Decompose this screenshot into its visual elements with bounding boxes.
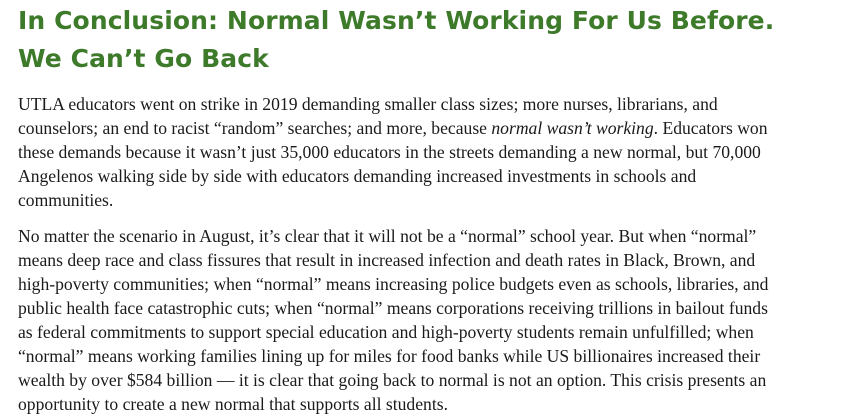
paragraph-line: these demands because it wasn’t just 35,000 educators in the streets demanding a new normal, but 70,000	[18, 142, 761, 162]
section-heading	[18, 2, 774, 78]
text-run: . Educators won	[653, 118, 768, 138]
text-run: counselors; an end to racist “random” searches; and more, because	[18, 118, 492, 138]
paragraph-line: as federal commitments to support special education and high-poverty students remain unfulfilled; when	[18, 322, 754, 342]
paragraph-line: high-poverty communities; when “normal” means increasing police budgets even as schools, libraries, and	[18, 274, 769, 294]
paragraph-line: “normal” means working families lining up for miles for food banks while US billionaires increased their	[18, 346, 761, 366]
heading-line-1: In Conclusion: Normal Wasn’t Working For Us Before.	[18, 6, 775, 35]
paragraph-strike-demands	[18, 92, 768, 212]
paragraph-line: means deep race and class fissures that result in increased infection and death rates in Black, Brown, and	[18, 250, 756, 270]
paragraph-line: UTLA educators went on strike in 2019 demanding smaller class sizes; more nurses, librarians, and	[18, 94, 718, 114]
paragraph-line: No matter the scenario in August, it’s clear that it will not be a “normal” school year. But when “normal”	[18, 226, 757, 246]
paragraph-line	[18, 116, 768, 140]
italic-emphasis: normal wasn’t working	[491, 118, 654, 138]
paragraph-normal-not-option	[18, 224, 768, 416]
paragraph-line: communities.	[18, 190, 114, 210]
paragraph-line: Angelenos walking side by side with educators demanding increased investments in schools and	[18, 166, 697, 186]
heading-line-2: We Can’t Go Back	[18, 44, 269, 73]
paragraph-line: opportunity to create a new normal that supports all students.	[18, 394, 448, 414]
paragraph-line: wealth by over $584 billion — it is clear that going back to normal is not an option. This crisis presents an	[18, 370, 767, 390]
paragraph-line: public health face catastrophic cuts; when “normal” means corporations receiving trillions in bailout funds	[18, 298, 768, 318]
